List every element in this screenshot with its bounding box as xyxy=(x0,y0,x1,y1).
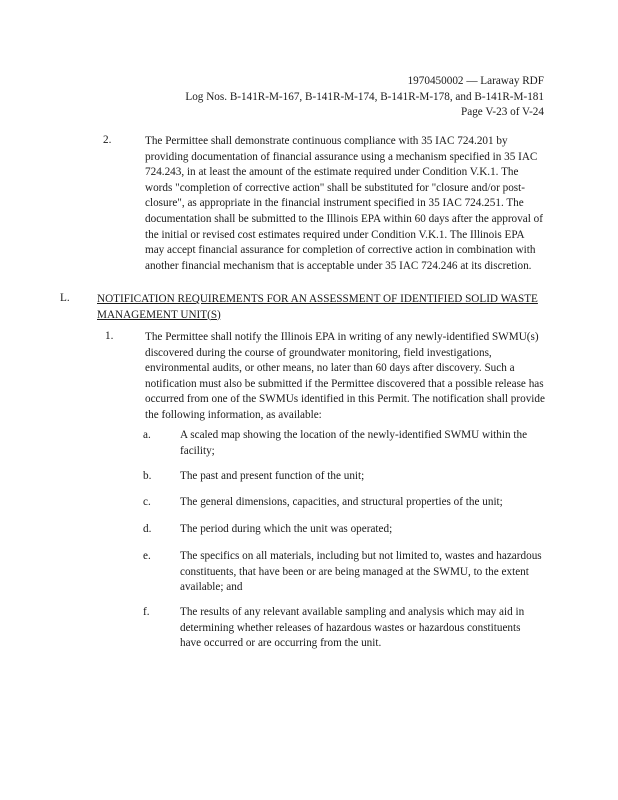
subitem-text: The results of any relevant available sampling and analysis which may aid in determining whether releases of hazardous wastes or hazardous constituents have occurred or are occurring from the unit. xyxy=(180,606,525,649)
subitem-text: A scaled map showing the location of the newly-identified SWMU within the facility; xyxy=(180,429,528,457)
item-2-number: 2. xyxy=(103,134,112,146)
subitem-label: c. xyxy=(143,496,151,508)
header-page-number: Page V-23 of V-24 xyxy=(461,106,544,118)
subitem-text: The general dimensions, capacities, and structural properties of the unit; xyxy=(180,496,503,508)
header-permit-line: 1970450002 — Laraway RDF xyxy=(407,75,544,87)
subitem-label: a. xyxy=(143,429,151,441)
item-1-text: The Permittee shall notify the Illinois EPA in writing of any newly-identified SWMU(s) discovered during the course of groundwater monitoring, field investigations, environmental audits, or other means, no later than 60 days after discovery. Such a notification must also be submitted if the Permittee discovered that a possible release has occurred from one of the SWMUs identified in this Permit. The notification shall provide the following information, as available: xyxy=(145,331,545,421)
subitem-text: The past and present function of the unit; xyxy=(180,470,365,482)
section-title: NOTIFICATION REQUIREMENTS FOR AN ASSESSMENT OF IDENTIFIED SOLID WASTE MANAGEMENT UNIT(S) xyxy=(97,293,538,321)
subitem-label: b. xyxy=(143,470,152,482)
subitem-text: The period during which the unit was operated; xyxy=(180,523,393,535)
item-2-text: The Permittee shall demonstrate continuous compliance with 35 IAC 724.201 by providing documentation of financial assurance using a mechanism specified in 35 IAC 724.243, in at least the amount of the estimate required under Condition V.K.1. The words "completion of corrective action" shall be substituted for "closure and/or post-closure", as appropriate in the financial instrument specified in 35 IAC 724.251. The documentation shall be submitted to the Illinois EPA within 60 days after the approval of the initial or revised cost estimates required under Condition V.K.1. The Illinois EPA may accept financial assurance for completion of corrective action in combination with another financial mechanism that is acceptable under 35 IAC 724.246 at its discretion. xyxy=(145,135,543,272)
subitem-label: d. xyxy=(143,523,152,535)
subitem-label: e. xyxy=(143,550,151,562)
header-log-numbers: Log Nos. B-141R-M-167, B-141R-M-174, B-141R-M-178, and B-141R-M-181 xyxy=(185,90,544,103)
subitem-label: f. xyxy=(143,606,150,618)
item-1-number: 1. xyxy=(105,330,114,342)
section-number: L. xyxy=(60,292,70,304)
page-header xyxy=(185,74,544,121)
subitem-text: The specifics on all materials, including but not limited to, wastes and hazardous constituents, that have been or are being managed at the SWMU, to the extent available; and xyxy=(180,550,542,593)
